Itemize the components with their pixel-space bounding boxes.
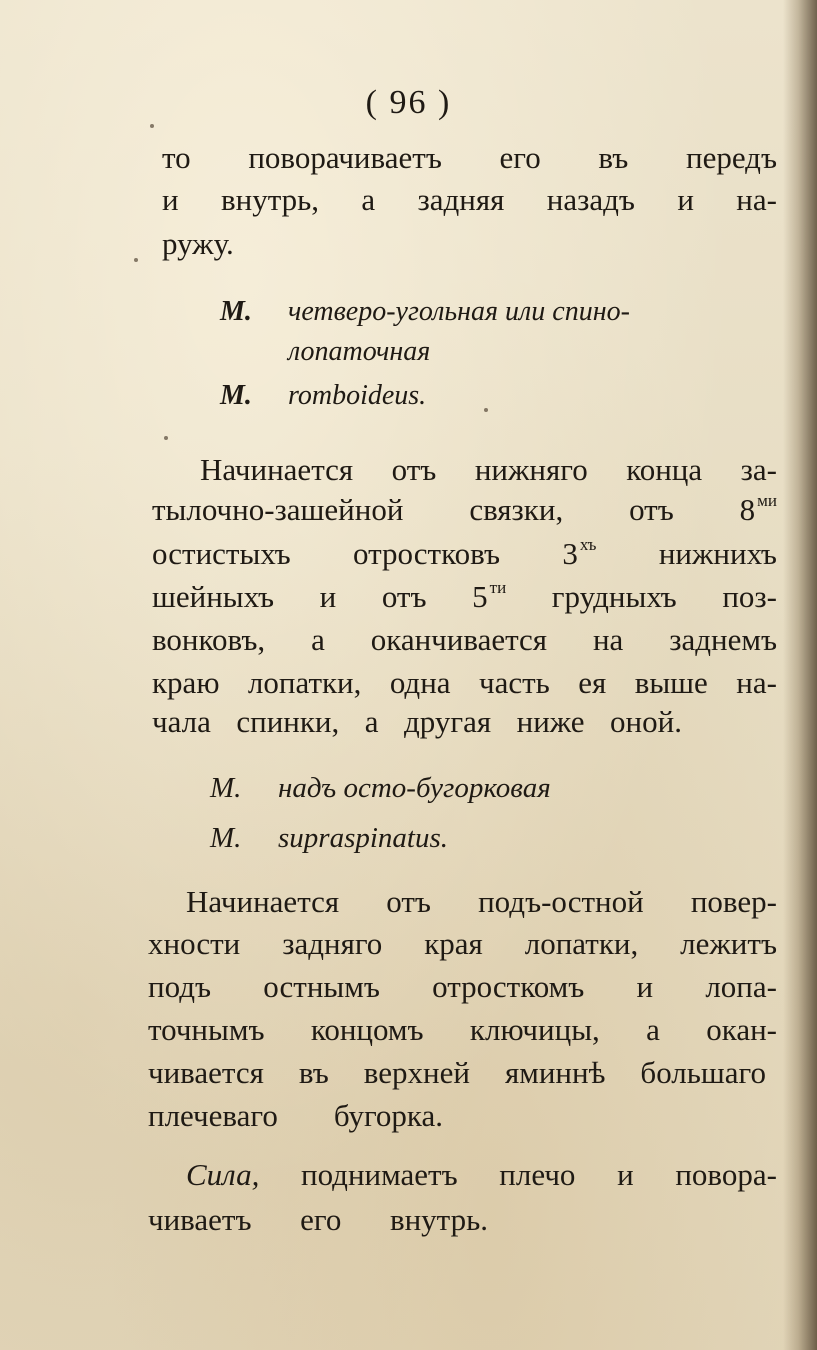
page-number: ( 96 ) (365, 84, 452, 121)
text-line (162, 224, 234, 264)
word: конца (626, 452, 703, 487)
word: передъ (685, 140, 777, 175)
text-line (148, 924, 777, 964)
word: тылочно-зашейной (152, 492, 404, 527)
word-with-superscript: 8 $^{ми}$ (739, 491, 777, 527)
text-line (148, 1010, 777, 1050)
word: краю (152, 665, 220, 700)
word: другая (404, 704, 492, 739)
word: верхней (363, 1055, 470, 1090)
word: лопатки, (524, 926, 639, 961)
text-line (186, 882, 777, 922)
word: вонковъ, (152, 622, 266, 657)
word: а (646, 1012, 660, 1047)
word: ея (578, 665, 607, 700)
text-line (148, 967, 777, 1007)
word: повора- (675, 1157, 777, 1192)
text-line (152, 663, 777, 703)
word: поз- (722, 579, 777, 614)
word: нижнихъ (658, 536, 777, 571)
word: за- (740, 452, 777, 487)
word: оканчивается (370, 622, 548, 657)
word: ружу. (162, 226, 234, 261)
word: а (311, 622, 325, 657)
muscle-abbrev: М. (220, 296, 252, 327)
word: въ (298, 1055, 329, 1090)
superscript: ти (489, 578, 507, 597)
word: заднемъ (669, 622, 777, 657)
word: концомъ (310, 1012, 424, 1047)
text-line (152, 620, 777, 660)
word: отъ (391, 452, 437, 487)
word-with-superscript: 3 $^{хъ}$ (562, 535, 597, 571)
word-with-superscript: 5 $^{ти}$ (472, 578, 507, 614)
word: на- (736, 665, 777, 700)
word: подъ (148, 969, 211, 1004)
word: и (677, 182, 694, 217)
word: края (424, 926, 483, 961)
word: внутрь. (389, 1202, 488, 1237)
word: лопатки, (247, 665, 362, 700)
text-line (162, 138, 777, 178)
word: чивается (148, 1055, 264, 1090)
muscle-name-russian: четверо-угольная или спино- (288, 296, 630, 327)
word: а (364, 704, 379, 739)
text-line (152, 702, 682, 742)
text-line (162, 180, 777, 220)
word: его (300, 1202, 342, 1237)
word: отростковъ (353, 536, 500, 571)
muscle-name-latin: supraspinatus. (278, 822, 449, 854)
word: поднимаетъ (300, 1157, 458, 1192)
word: спинки, (236, 704, 340, 739)
print-speck (150, 124, 154, 128)
word: точнымъ (148, 1012, 265, 1047)
muscle-name-russian: надъ осто-бугорковая (278, 772, 551, 804)
word: чала (152, 704, 211, 739)
word: плечо (499, 1157, 576, 1192)
word: и (319, 579, 337, 614)
word: яминнѣ (504, 1055, 606, 1090)
word: и (617, 1157, 634, 1192)
word: подъ-остной (478, 884, 644, 919)
page-binding-shadow (783, 0, 817, 1350)
word: отъ (381, 579, 427, 614)
word: Начинается (186, 884, 340, 919)
word: поворачиваетъ (248, 140, 442, 175)
word: повер- (690, 884, 777, 919)
word: окан- (706, 1012, 777, 1047)
word: часть (479, 665, 550, 700)
word: ниже (516, 704, 585, 739)
print-speck (164, 436, 168, 440)
word: большаго (640, 1055, 766, 1090)
text-line (148, 1053, 766, 1093)
word: связки, (469, 492, 564, 527)
muscle-heading-russian (220, 294, 780, 330)
word: остнымъ (263, 969, 380, 1004)
word: отъ (629, 492, 674, 527)
superscript: хъ (579, 535, 597, 554)
word: шейныхъ (152, 579, 274, 614)
word: нижняго (474, 452, 588, 487)
word: одна (389, 665, 451, 700)
muscle-abbrev: М. (210, 772, 242, 804)
word: и (636, 969, 654, 1004)
word: лопа- (705, 969, 777, 1004)
word: оной. (610, 704, 682, 739)
word: хности (148, 926, 241, 961)
word: на- (736, 182, 777, 217)
word: а (361, 182, 376, 217)
word: его (499, 140, 541, 175)
word: отъ (386, 884, 431, 919)
text-line (152, 534, 777, 579)
word: Начинается (200, 452, 354, 487)
word: бугорка. (333, 1098, 443, 1133)
muscle-heading-latin (220, 378, 426, 414)
word: отросткомъ (432, 969, 585, 1004)
word: назадъ (546, 182, 635, 217)
word: плечеваго (148, 1098, 278, 1133)
word: выше (634, 665, 708, 700)
word: чиваетъ (148, 1202, 252, 1237)
text-line (186, 1155, 777, 1195)
word: въ (598, 140, 629, 175)
word: на (592, 622, 624, 657)
text-line (152, 577, 777, 622)
muscle-name-latin: romboideus. (288, 380, 427, 411)
word: лежитъ (680, 926, 777, 961)
muscle-heading-latin (210, 820, 448, 856)
text-line (152, 490, 777, 535)
text-line (148, 1200, 488, 1240)
muscle-name-russian-continued: лопаточная (288, 336, 431, 367)
muscle-abbrev: М. (210, 822, 242, 854)
muscle-abbrev: М. (220, 380, 252, 411)
text-line (148, 1096, 443, 1136)
word: задняя (417, 182, 505, 217)
print-speck (134, 258, 138, 262)
superscript: ми (757, 491, 777, 510)
word: и (162, 182, 179, 217)
word: задняго (282, 926, 383, 961)
muscle-heading-russian (210, 770, 551, 806)
word: ключицы, (469, 1012, 600, 1047)
word: грудныхъ (551, 579, 677, 614)
text-line (200, 450, 777, 490)
word: то (162, 140, 191, 175)
word: внутрь, (220, 182, 320, 217)
word-emphasis: Сила, (186, 1157, 260, 1192)
word: остистыхъ (152, 536, 291, 571)
print-speck (484, 408, 488, 412)
